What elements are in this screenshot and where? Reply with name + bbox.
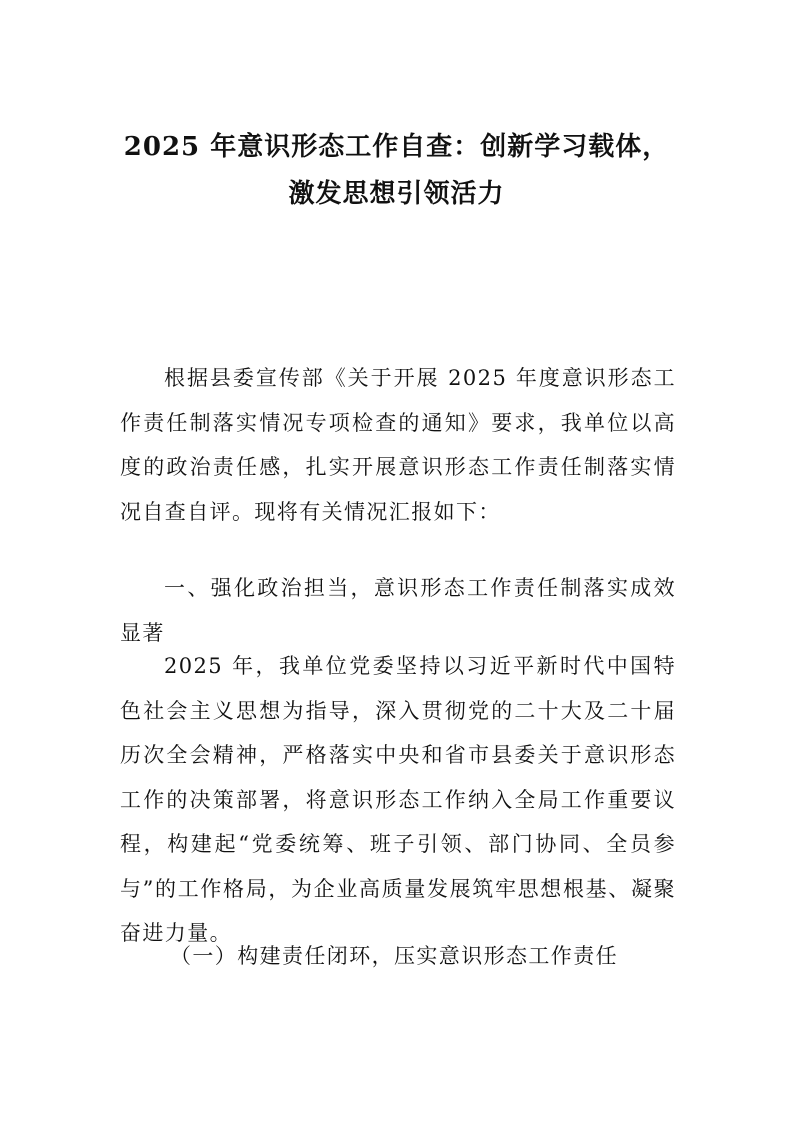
body-paragraph: 2025 年，我单位党委坚持以习近平新时代中国特色社会主义思想为指导，深入贯彻党的二十大及二十届历次全会精神，严格落实中央和省市县委关于意识形态工作的决策部署，将意识形态工作纳入全局工作重要议程，构建起“党委统筹、班子引领、部门协同、全员参与”的工作格局，为企业高质量发展筑牢思想根基、凝聚奋进力量。 bbox=[120, 654, 676, 945]
subsection-heading-1: （一）构建责任闭环，压实意识形态工作责任 bbox=[170, 944, 618, 968]
section-heading-1: 一、强化政治担当，意识形态工作责任制落实成效显著 bbox=[120, 576, 676, 645]
document-title-line-2: 激发思想引领活力 bbox=[288, 179, 505, 209]
intro-paragraph: 根据县委宣传部《关于开展 2025 年度意识形态工作责任制落实情况专项检查的通知》要求，我单位以高度的政治责任感，扎实开展意识形态工作责任制落实情况自查自评。现将有关情况汇报如下： bbox=[120, 366, 676, 524]
document-title-line-1: 2025 年意识形态工作自查：创新学习载体， bbox=[123, 132, 670, 162]
